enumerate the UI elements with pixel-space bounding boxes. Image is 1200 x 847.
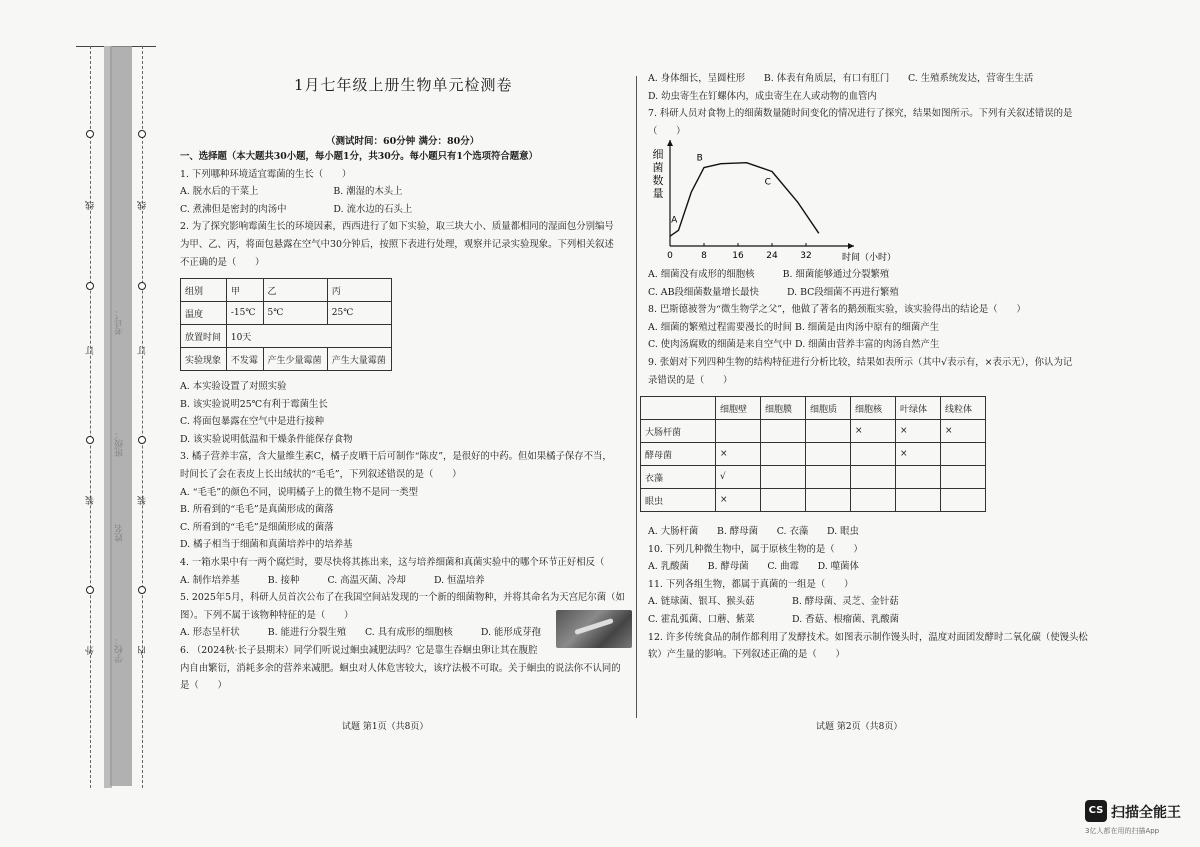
question-line: 1. 下列哪种环境适宜霉菌的生长（ ） [180, 168, 352, 180]
question-line: 4. 一箱水果中有一两个腐烂时，要尽快将其拣出来，这与培养细菌和真菌实验中的哪个环节正好相反（ [180, 556, 605, 568]
margin-mark: 内 [138, 646, 148, 655]
question-line: C. 所看到的“毛毛”是细菌形成的菌落 [180, 521, 334, 533]
question-line: C. AB段细菌数量增长最快 D. BC段细菌不再进行繁殖 [648, 286, 899, 298]
question-line: 10. 下列几种微生物中，属于原核生物的是（ ） [648, 543, 863, 555]
question-line: A. 脱水后的干菜上 B. 潮湿的木头上 [180, 186, 403, 198]
question-line: C. 使肉汤腐败的细菌是来自空气中 D. 细菌由营养丰富的肉汤自然产生 [648, 339, 940, 351]
margin-mark: 线 [138, 201, 148, 210]
question-line: D. 该实验说明低温和干燥条件能保存食物 [180, 433, 353, 445]
bacteria-cell-shape [574, 618, 614, 635]
x-tick-label: 24 [766, 251, 778, 261]
table-row: 放置时间 10天 [181, 325, 392, 348]
binding-hole [138, 282, 146, 290]
question-line: A. 形态呈杆状 B. 能进行分裂生殖 C. 具有成形的细胞核 D. 能形成芽孢 [180, 627, 541, 639]
question-line: B. 所看到的“毛毛”是真菌形成的菌落 [180, 504, 334, 516]
cs-logo-icon: CS [1085, 800, 1107, 822]
table-row: 温度 -15℃ 5℃ 25℃ [181, 302, 392, 325]
question-line: 为甲、乙、丙，将面包悬露在空气中30分钟后，按照下表进行处理，观察并记录实验现象。下列相关叙述 [180, 238, 614, 250]
table-row: 酵母菌 × × [641, 443, 986, 466]
organism-structure-table [640, 396, 986, 512]
margin-mark: 装 [86, 496, 96, 505]
question-line: C. 将面包暴露在空气中是进行接种 [180, 416, 325, 428]
binding-hole [138, 436, 146, 444]
question-line: 软）产生量的影响。下列叙述正确的是（ ） [648, 649, 845, 661]
binding-hole [86, 282, 94, 290]
table-row: 细胞壁 细胞膜 细胞质 细胞核 叶绿体 线粒体 [641, 397, 986, 420]
right-column-top [648, 70, 1072, 140]
section-heading: 一、选择题（本大题共30小题，每小题1分，共30分。每小题只有1个选项符合题意） [180, 151, 538, 162]
x-tick-label: 16 [732, 251, 744, 261]
margin-mark: 订 [138, 346, 148, 355]
binding-hole [86, 130, 94, 138]
question-line: 时间长了会在表皮上长出绒状的“毛毛”，下列叙述错误的是（ ） [180, 468, 462, 480]
y-axis-label: 数 [652, 174, 664, 187]
table-row: 衣藻 √ [641, 466, 986, 489]
y-axis-label: 菌 [652, 161, 664, 174]
y-axis-label: 量 [652, 187, 664, 200]
x-axis-label: 时间（小时） [842, 253, 897, 263]
question-line: A. 大肠杆菌 B. 酵母菌 C. 衣藻 D. 眼虫 [648, 526, 859, 537]
table-row: 组别 甲 乙 丙 [181, 279, 392, 302]
question-line: 3. 橘子营养丰富，含大量维生素C，橘子皮晒干后可制作“陈皮”，是很好的中药。但如果橘子保存不当， [180, 451, 612, 463]
page-footer-left: 试题 第1页（共8页） [342, 722, 429, 732]
exam-subtitle: （测试时间：60分钟 满分：80分） [326, 136, 480, 147]
question-line: 9. 张娟对下列四种生物的结构特征进行分析比较，结果如表所示（其中√表示有，×表示无），你认为记 [648, 356, 1073, 368]
table-row: 眼虫 × [641, 489, 986, 512]
question-line: 12. 许多传统食品的制作都利用了发酵技术。如图表示制作馒头时，温度对面团发酵时二氧化碳（使馒头松 [648, 631, 1088, 643]
left-column-top [180, 148, 614, 271]
growth-curve [670, 163, 819, 237]
question-line: A. 细菌没有成形的细胞核 B. 细菌能够通过分裂繁殖 [648, 269, 890, 280]
page-footer-right: 试题 第2页（共8页） [816, 722, 903, 732]
question-line: 不正确的是（ ） [180, 256, 265, 268]
question-line: 6. （2024秋·长子县期末）同学们听说过蛔虫减肥法吗？它是靠生吞蛔虫卵让其在腹腔 [180, 644, 538, 656]
point-label: C [764, 177, 771, 188]
table-row: 大肠杆菌 × × × [641, 420, 986, 443]
cut-line-inner [142, 46, 143, 788]
question-line: 7. 科研人员对食物上的细菌数量随时间变化的情况进行了探究，结果如图所示。下列有关叙述错误的是 [648, 108, 1073, 120]
question-line: A. 链球菌、银耳、猴头菇 B. 酵母菌、灵芝、金针菇 [648, 596, 899, 608]
binding-hole [138, 586, 146, 594]
exam-title: 1月七年级上册生物单元检测卷 [294, 76, 513, 94]
question-line: A. 细菌的繁殖过程需要漫长的时间 B. 细菌是由肉汤中原有的细菌产生 [648, 321, 940, 333]
x-tick-label: 8 [701, 251, 707, 261]
bacteria-photo [556, 610, 632, 648]
logo-tagline: 3亿人都在用的扫描App [1085, 827, 1160, 835]
question-line: 8. 巴斯德被誉为“微生物学之父”，他做了著名的鹅颈瓶实验，该实验得出的结论是（ ） [648, 304, 1026, 316]
question-line: 录错误的是（ ） [648, 374, 733, 386]
x-tick-label: 0 [667, 251, 673, 261]
binding-shadow [110, 46, 132, 786]
bacteria-growth-chart [648, 138, 897, 268]
question-line: 2. 为了探究影响霉菌生长的环境因素，西西进行了如下实验，取三块大小、质量都相同的湿面包分别编号 [180, 221, 614, 233]
question-line: 11. 下列各组生物，都属于真菌的一组是（ ） [648, 578, 854, 590]
margin-mark: 外 [86, 646, 96, 655]
question-line: B. 该实验说明25℃有利于霉菌生长 [180, 398, 328, 410]
point-label: A [671, 215, 678, 226]
question-line: 内自由繁衍，消耗多余的营养来减肥。蛔虫对人体危害较大，该疗法极不可取。关于蛔虫的说法你不认同的 [180, 662, 621, 674]
table-row: 实验现象 不发霉 产生少量霉菌 产生大量霉菌 [181, 348, 392, 371]
binding-hole [138, 130, 146, 138]
question-line: （ ） [648, 125, 686, 137]
binding-hole [86, 586, 94, 594]
y-axis-label: 细 [652, 148, 664, 161]
margin-mark: 装 [138, 496, 148, 505]
question-line: 5. 2025年5月，科研人员首次公布了在我国空间站发现的一个新的细菌物种，并将其命名为天宫尼尔菌（如 [180, 592, 625, 604]
point-label: B [696, 153, 703, 164]
cut-line-outer [90, 46, 91, 788]
question-line: A. 本实验设置了对照实验 [180, 381, 287, 392]
margin-mark: 线 [86, 201, 96, 210]
question-line: A. “毛毛”的颜色不同，说明橘子上的微生物不是同一类型 [180, 486, 418, 498]
right-column-bottom [648, 523, 1088, 664]
binding-hole [86, 436, 94, 444]
question-line: 是（ ） [180, 680, 227, 692]
question-line: C. 煮沸但是密封的肉汤中 D. 流水边的石头上 [180, 203, 413, 215]
question-line: D. 橘子相当于细菌和真菌培养中的培养基 [180, 539, 353, 551]
x-tick-label: 32 [800, 251, 812, 261]
logo-name: 扫描全能王 [1111, 805, 1181, 821]
question-line: A. 身体细长，呈圆柱形 B. 体表有角质层，有口有肛门 C. 生殖系统发达，营寄生生活 [648, 73, 1034, 84]
question-line: 图）。下列不属于该物种特征的是（ ） [180, 609, 354, 621]
mold-experiment-table [180, 278, 392, 371]
question-line: C. 霍乱弧菌、口蘑、紫菜 D. 香菇、根瘤菌、乳酸菌 [648, 613, 899, 625]
right-column-middle [648, 266, 1072, 389]
question-line: A. 乳酸菌 B. 酵母菌 C. 曲霉 D. 噬菌体 [648, 561, 859, 573]
y-axis-arrow [667, 140, 673, 146]
page-divider [636, 76, 637, 718]
question-line: A. 制作培养基 B. 接种 C. 高温灭菌、冷却 D. 恒温培养 [180, 574, 485, 586]
margin-mark: 订 [86, 346, 96, 355]
camscanner-logo [1085, 800, 1193, 840]
x-axis-arrow [848, 243, 854, 249]
question-line: D. 幼虫寄生在钉螺体内，成虫寄生在人或动物的血管内 [648, 90, 877, 102]
